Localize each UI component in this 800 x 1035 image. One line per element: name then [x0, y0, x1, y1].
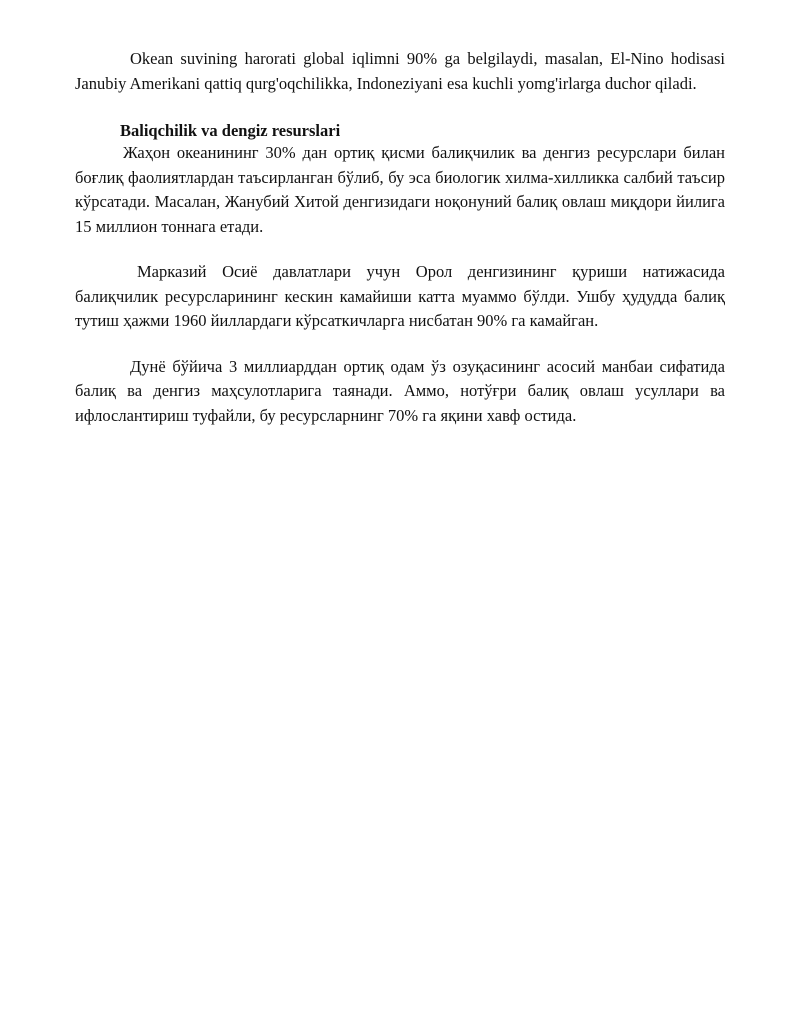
- section-heading: Baliqchilik va dengiz resurslari: [120, 121, 341, 140]
- paragraph-aral-sea: Марказий Осиё давлатлари учун Орол денгизининг қуриши натижасида балиқчилик ресурсларининг кескин камайиши катта муаммо бўлди. Ушбу ҳудудда балиқ тутиш ҳажми 1960 йиллардаги кўрсаткичларга нисбатан 90% га камайган.: [75, 262, 725, 330]
- paragraph-seafood-dependence: Дунё бўйича 3 миллиарддан ортиқ одам ўз озуқасининг асосий манбаи сифатида балиқ ва денгиз маҳсулотларига таянади. Аммо, нотўғри балиқ овлаш усуллари ва ифлослантириш туфайли, бу ресурсларнинг 70% га яқини хавф остида.: [75, 356, 725, 425]
- paragraph-fishing-impact: Жаҳон океанининг 30% дан ортиқ қисми балиқчилик ва денгиз ресурслари билан боғлиқ фаолиятлардан таъсирланган бўлиб, бу эса биологик хилма-хилликка салбий таъсир кўрсатади. Масалан, Жанубий Хитой денгизидаги ноқонуний балиқ овлаш миқдори йилига 15 миллион тоннага етади.: [75, 143, 725, 236]
- document-body: [75, 47, 725, 428]
- paragraph-ocean-climate: Okean suvining harorati global iqlimni 90% ga belgilaydi, masalan, El-Nino hodisasi Janubiy Amerikani qattiq qurg'oqchilikka, Indoneziyani esa kuchli yomg'irlarga duchor qiladi.: [75, 49, 725, 93]
